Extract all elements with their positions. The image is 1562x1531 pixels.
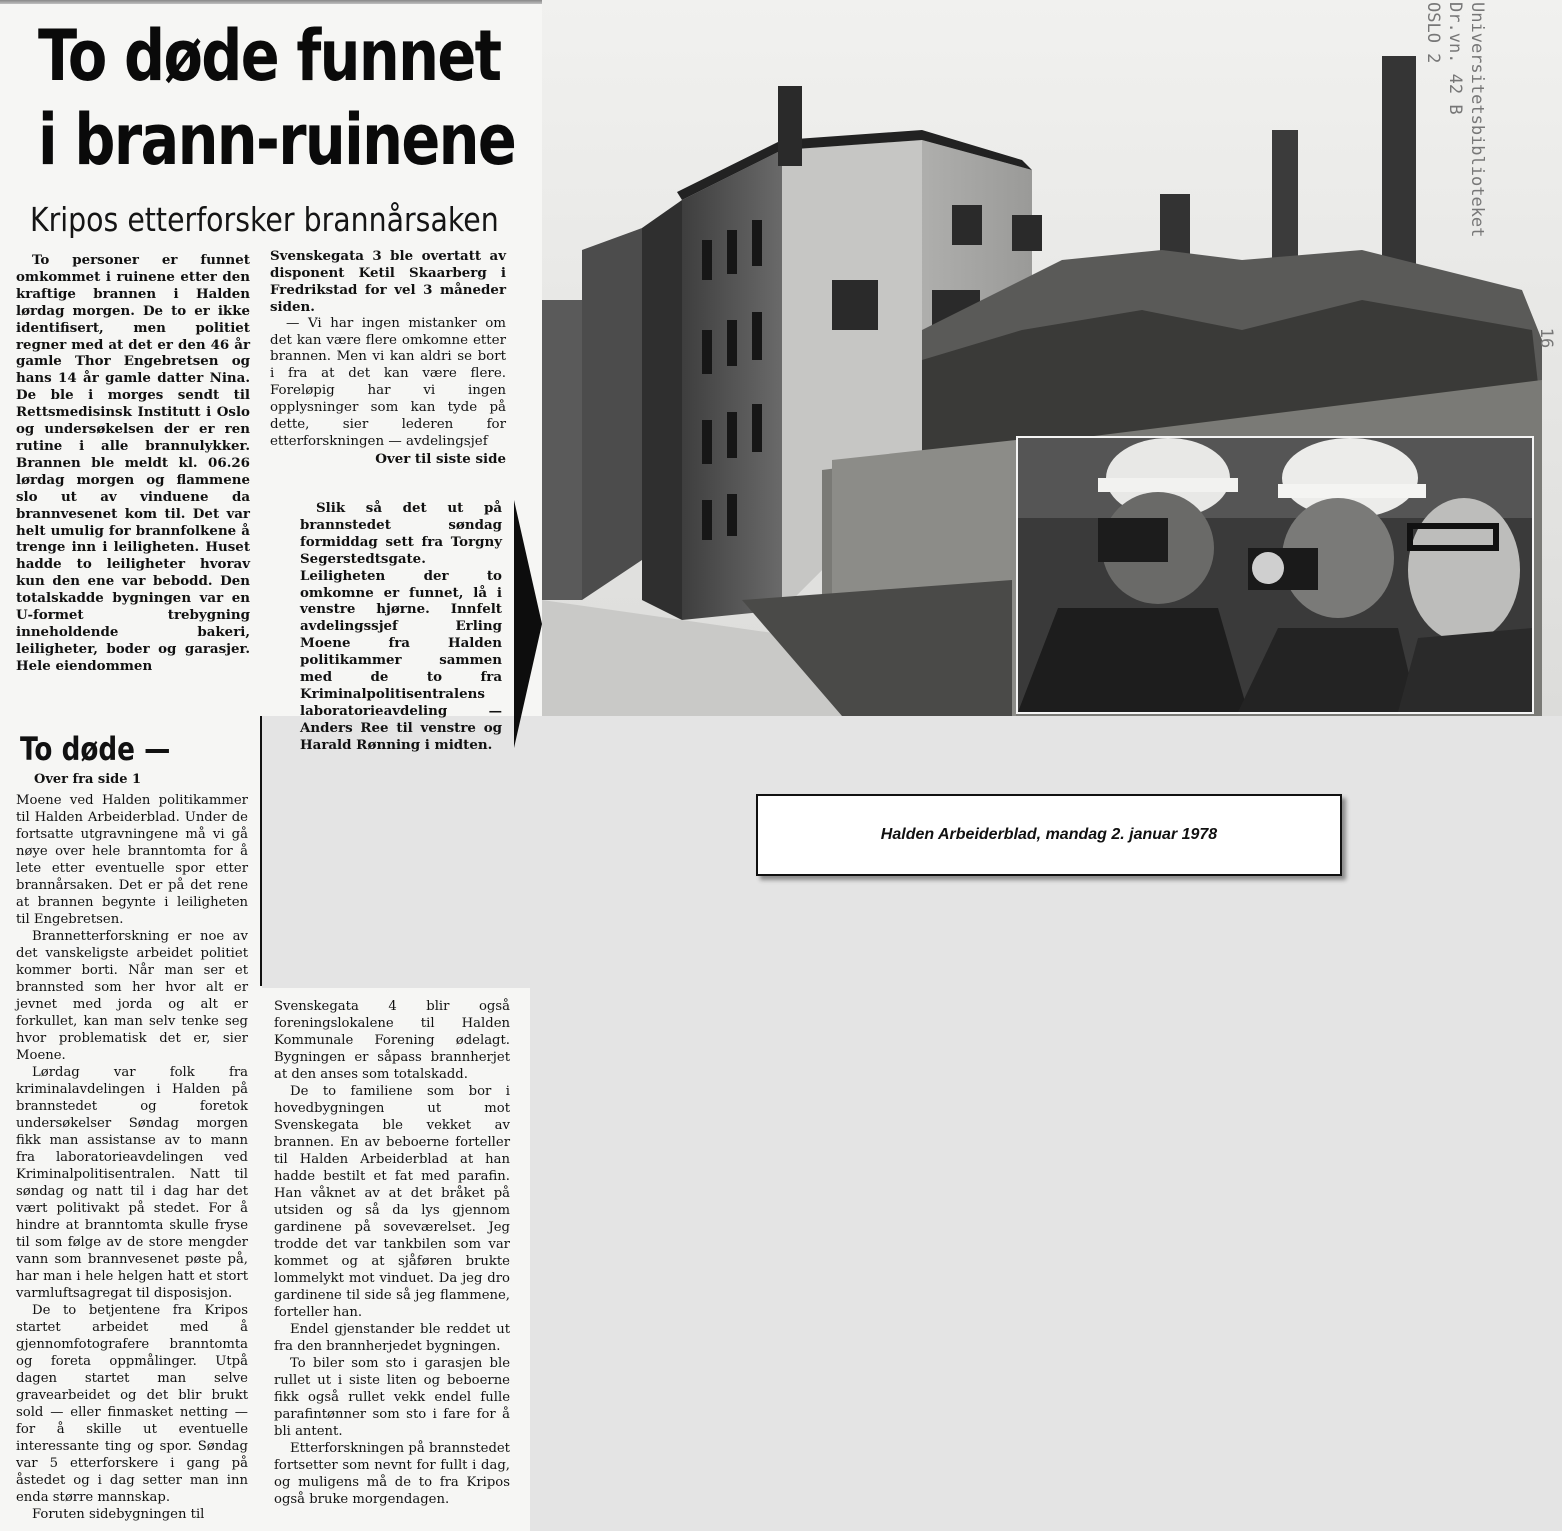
continuation-paragraph: De to betjentene fra Kripos startet arbeidet med å gjennomfotografere branntomta og foreta oppmålinger. Utpå dagen startet man selve gravearbeidet og det blir brukt sold — eller finmasket netting — for å skille ut eventuelle interessante ting og spor. Søndag var 5 etterforskere i gang på åstedet og i dag setter man inn enda større mannskap. — [16, 1303, 248, 1505]
headline-line-1: To døde funnet — [38, 15, 501, 97]
investigators-illustration — [1018, 438, 1532, 712]
source-caption: Halden Arbeiderblad, mandag 2. januar 1978 — [880, 826, 1218, 843]
continuation-paragraph: Brannetterforskning er noe av det vanskeligste arbeidet politiet kommer borti. Når man ser et brannsted som her hvor alt er jevnet med jorda og alt er forkullet, kan man selv tenke seg hvor problematisk det er, sier Moene. — [16, 929, 248, 1063]
article-column-1 — [16, 252, 250, 675]
column-rule — [260, 716, 262, 986]
continuation-clipping-1 — [0, 716, 262, 1531]
continuation-title: To døde — — [20, 730, 171, 768]
article-column-2 — [270, 248, 506, 468]
continuation-paragraph: Svenskegata 4 blir også foreningslokalene til Halden Kommunale Forening ødelagt. Bygningen er såpass brannherjet at den anses som totalskadd. — [274, 999, 510, 1082]
library-stamp-line-2: Dr.vn. 42 B — [1445, 2, 1465, 115]
subheadline: Kripos etterforsker brannårsaken — [30, 200, 499, 239]
library-stamp — [1422, 2, 1488, 115]
headline — [38, 14, 516, 182]
jump-line: Over til siste side — [375, 450, 506, 467]
source-caption-box — [756, 794, 1342, 876]
continuation-from-page: Over fra side 1 — [34, 772, 142, 787]
article-clipping — [0, 4, 542, 753]
continuation-paragraph: Foruten sidebygningen til — [32, 1507, 205, 1522]
library-stamp-line-3: OSLO 2 — [1423, 2, 1443, 64]
continuation-paragraph: De to familiene som bor i hovedbygningen ut mot Svenskegata ble vekket av brannen. En av beboerne forteller til Halden Arbeiderblad at han hadde bestilt et fat med parafin. Han våknet av at det bråket på utsiden og så da lys gjennom gardinene på soveværelset. Jeg trodde det var tankbilen som var kommet og at sjåføren brukte lommelykt mot vinduet. Da jeg dro gardinene til side så jeg flammene, forteller han. — [274, 1084, 510, 1320]
continuation-paragraph: Lørdag var folk fra kriminalavdelingen i Halden på brannstedet og foretok undersøkelser Søndag morgen fikk man assistanse av to mann fra laboratorieavdelingen ved Kriminalpolitisentralen. Natt til søndag og natt til i dag har det vært politivakt på stedet. For å hindre at branntomta skulle fryse til som følge av de store mengder vann som brannvesenet pøste på, har man i hele helgen hatt et stort varmluftsagregat til disposisjon. — [16, 1065, 248, 1301]
investigators-inset-photo — [1016, 436, 1534, 714]
library-stamp-line-1 — [1466, 2, 1488, 92]
continuation-paragraph: Endel gjenstander ble reddet ut fra den brannherjedet bygningen. — [274, 1322, 510, 1354]
continuation-paragraph: To biler som sto i garasjen ble rullet ut i siste liten og beboerne fikk også rullet vekk endel fulle parafintønner som sto i fare for å bli antent. — [274, 1356, 510, 1439]
caption-arrow — [514, 500, 542, 748]
article-column-2-lead: Svenskegata 3 ble overtatt av disponent Ketil Skaarberg i Fredrikstad for vel 3 måneder siden. — [270, 248, 506, 315]
photo-caption — [300, 500, 502, 754]
continuation-column-2 — [274, 998, 510, 1508]
continuation-paragraph: Moene ved Halden politikammer til Halden Arbeiderblad. Under de fortsatte utgravningene må vi gå nøye over hele branntomta for å lete etter eventuelle spor etter brannårsaken. Det er på det rene at brannen begynte i leiligheten til Engebretsen. — [16, 793, 248, 927]
continuation-paragraph: Etterforskningen på brannstedet fortsetter som nevnt for fullt i dag, og muligens må de to fra Kripos også bruke morgendagen. — [274, 1441, 510, 1507]
photo-caption-text: Slik så det ut på brannstedet søndag formiddag sett fra Torgny Segerstedtsgate. Leiligheten der to omkomne er funnet, lå i venstre hjørne. Innfelt avdelingssjef Erling Moene fra Halden politikammer sammen med de to fra Kriminalpolitisentralens laboratorieavdeling — Anders Ree til venstre og Harald Rønning i midten. — [300, 500, 502, 753]
article-column-1-text: To personer er funnet omkommet i ruinene etter den kraftige brannen i Halden lørdag morgen. De to er ikke identifisert, men politiet regner med at det er den 46 år gamle Thor Engebretsen og hans 14 år gamle datter Nina. De ble i morges sendt til Rettsmedisinsk Institutt i Oslo og undersøkelsen der er ren rutine i alle brannulykker. Brannen ble meldt kl. 06.26 lørdag morgen og flammene slo ut av vinduene da brannvesenet kom til. Det var helt umulig for brannfolkene å trenge inn i leiligheten. Huset hadde to leiligheter hvorav kun den ene var bebodd. Den totalskadde bygningen var en U-formet trebygning inneholdende bakeri, leiligheter, boder og garasjer. Hele eiendommen — [16, 252, 250, 674]
article-column-2-text: — Vi har ingen mistanker om det kan være flere omkomne etter brannen. Men vi kan aldri se bort i fra at det kan være flere. Foreløpig har vi ingen opplysninger som kan tyde på dette, sier lederen for etterforskningen — avdelingsjef — [270, 315, 506, 449]
headline-line-2: i brann-ruinene — [38, 99, 516, 181]
continuation-column-1 — [16, 792, 248, 1523]
continuation-clipping-2 — [262, 988, 530, 1531]
page-number: 16 — [1536, 327, 1557, 349]
